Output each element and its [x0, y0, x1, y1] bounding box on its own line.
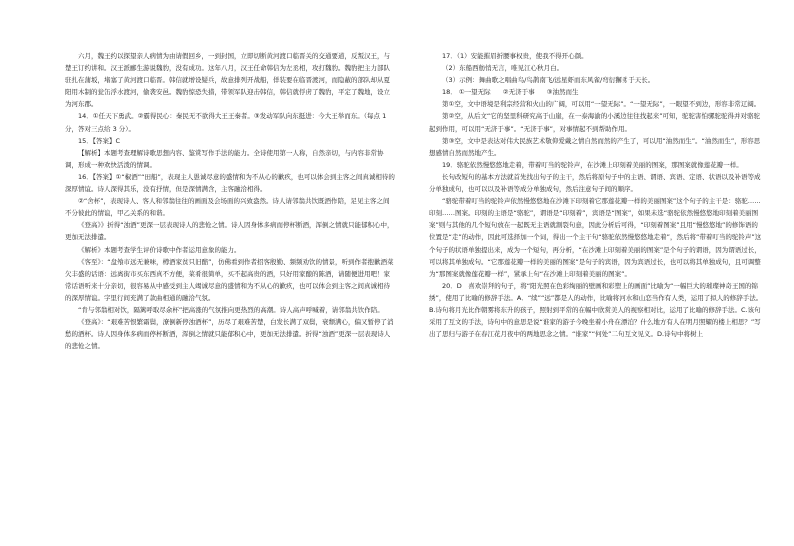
- analysis-16-ketong: “肯与邻翁相对饮，隔篱呼取尽余杯”把高涨的气氛推向更热烈的高潮。诗人高声呼喊着，请邻翁共饮作陪。: [78, 305, 384, 314]
- answer-17-3: （3）示例：舞曲歌之唱曲鸟/鸟鹊南飞/远星虾而东风雀/弯衍獬豸于天长。: [442, 76, 655, 85]
- analysis-16: 《解析》本题考查学生评价诗歌中作者运用意象的能力。: [78, 245, 241, 254]
- answer-18-number: 18．: [442, 88, 457, 97]
- answer-18-option-2: ②无济于事: [502, 88, 535, 97]
- answer-18-option-1: ①一望无际: [458, 88, 491, 97]
- answer-16: 16．【答案】①“椒酒”“田船”，表现主人愚诚尽意的盛情和为不从心的歉疚，也可以体会到主客之间真诚相待的深厚情谊。诗人深得其乐，没有抒情，但是深情满含，主客融洽相得。: [65, 172, 395, 194]
- answer-20: 20．D 喜欢崇拜的句子，将“阳光照在色彩绚丽的壁画和彩塑上的画面”比喻为“一幅巨大的璀璨神奇王国的锦绣”，使用了比喻的修辞手法。A．“续”“远”都是人的动作，比喻将河水和山恋当作有人类，运用了拟人的修辞手法。B.诗句将月光比作朝雾将东升的孩子，照射到平常的在幅中欣赏美人的视察相对比，运用了比喻的修辞手法。C.该句采用了互文的手法，诗句中的意思是说“谁家的游子今晚坐着小舟在漂泊？什么地方有人在明月照耀的楼上相思？”写出了思归与游子在春江花月夜中的两地思念之情。“谁家”“何处”二句互文见义。D.诗句中将树上: [429, 281, 763, 339]
- right-column: [429, 50, 763, 340]
- analysis-19-detail: “骆驼带着叮当的驼铃声依然慢悠悠地在沙滩下印刻着它那莲花瓣一样的美丽图案”这个句子的主干是：骆驼……印刻……图案。印刻的主语是“骆驼”，谓语是“印刻着”，宾语是“图案”，如果未选“骆驼依然慢悠悠地印刻着美丽图案”则与其他的几个短句放在一起既无主语就割裂句意，因此分析后可得，“印刻着图案”且用“慢悠悠地”的修饰语的位置是“走”的动作，因此可选择加一个词，得出一个主干句“骆驼依然慢悠悠地走着”，然后将“带着叮当的驼铃声”这个句子的状语单独提出来，成为一个短句，再分析，“在沙滩上印刻着美丽的图案”是个句子的谓语，因为谓语过长，可以将其单独成句。“它那莲花瓣一样的美丽的图案”是句子的宾语，因为宾语过长，也可以将其单独成句，且可调整为“那图案就像莲花瓣一样”，紧承上句“在沙滩上印刻着美丽的图案”。: [429, 197, 762, 278]
- answer-18: [429, 86, 763, 98]
- answer-15: 15．【答案】C: [78, 136, 121, 145]
- answer-16-point-3: 《登高》》折得“浊酒”更深一层表现诗人的悲怆之情。诗人因身体多病而停杯断酒，浑倒之情就只能郁积心中，更加无法排遣。: [65, 221, 394, 242]
- left-column: [65, 50, 395, 352]
- analysis-15: 【解析】本题考查理解诗歌思想内容、鉴赏写作手法的能力。全诗使用第一人称，自然亲切，与内容非常协调，形成一种欢快活泼的情调。: [65, 148, 384, 169]
- translation-paragraph: 六月，魏王约以探望亲人病情为由请假回乡，一到封国，立即切断黄河渡口临晋关的交通要道，反叛汉王，与楚王订约讲和。汉王派郦生游说魏豹，没有成功。这年八月，汉王任命韩信为左丞相，攻打魏豹。魏豹把主力部队驻扎在蒲坂，堵塞了黄河渡口临晋。韩信就增设疑兵，故意排列开战船，佯装要在临晋渡河，而隐蔽的部队却从夏阳用木制的瓮缶浮水渡河，偷袭安邑。魏豹惊恐失措，带领军队迎击韩信，韩信就俘虏了魏豹，平定了魏地，设立为河东郡。: [65, 52, 390, 109]
- analysis-16-kezhi: 《客至》：“盘飧市远无兼味，樽酒家贫只旧醅”，仿佛看到作者招客殷勤、频频劝饮的情景，听到作者抱歉酒菜欠丰盛的话语：远离街市买东西真不方便，菜肴很简单，买不起高贵的酒，只好用家酿的陈酒，请随便进用吧！家常话语听来十分亲切，很容易从中感受到主人竭诚尽意的盛情和为不从心的歉疚，也可以体会到主客之间真诚相待的深厚情谊。字里行间充满了款曲相通的融洽气氛。: [65, 257, 394, 302]
- answer-16-point-2: ②“舍杯”，表现诗人、客人和邻翁往往的画面及会场面的兴致盎然。诗人请邻翁共饮既酒作陪，足见主客之间不分彼此的情谊，甲乙关系的和谐。: [65, 197, 390, 218]
- analysis-16-denggao: 《登高》：“艰难苦恨繁霜鬓，潦倒新停浊酒杯”，历尽了艰难苦楚，白发长满了双鬓，衰颓满心，偏又暂停了消愁的酒杯。诗人因身体多病而停杯断酒，浑倒之情就只能郁积心中，更加无法排遣。折得“浊酒”更深一层表现诗人的悲怆之情。: [65, 318, 394, 351]
- analysis-19-method: 长句改短句的基本方法就首先找出句子的主干，然后将原句子中的主语、谓语、宾语、定语、状语以及补语等成分单独成句，也可以以及补语等成分单独成句，然后注意句子间的顺序。: [429, 172, 761, 194]
- analysis-18-blank-1: 第①空，文中语境是利宗经营和火山的广阔，可以用“一望无际”。“一望无际”，一眼望不到边，形容非常辽阔。: [442, 100, 761, 109]
- answer-18-option-3: ③油然而生: [546, 88, 579, 97]
- answer-19: 19．骆驼依然慢悠悠地走着，带着叮当的驼铃声，在沙滩上印刻着美丽的图案，那图案就像莲花瓣一样。: [442, 160, 743, 169]
- answer-17-1: 17．（1）安能摧眉折腰事权贵，使我不得开心颜。: [442, 52, 588, 60]
- analysis-18-blank-2: 第②空，从后文“它的坚里科研究高于山崖，在一泰海渝的小溪边往往找起来”可知，驼驼害怕骡驼驼得并对骆驼起到作用，可以用“无济于事”。“无济于事”，对事情起不到帮助作用。: [429, 112, 761, 133]
- answer-14: 14．①任天下勇武。②霸得民心：秦民无不欲得大王王秦者。③发动军队向东挺进：今大王举而东。（每点 1 分，答对三点给 3 分）。: [65, 112, 387, 133]
- answer-17-2: （2）东船西舫悄无言，唯见江心秋月白。: [442, 64, 564, 73]
- analysis-18-blank-3: 第③空，文中是表达对伟大民族艺术敬仰爱戴之情自然而然的产生了，可以用“油然而生”。“油然而生”，形容思想感情自然而然地产生。: [429, 136, 761, 157]
